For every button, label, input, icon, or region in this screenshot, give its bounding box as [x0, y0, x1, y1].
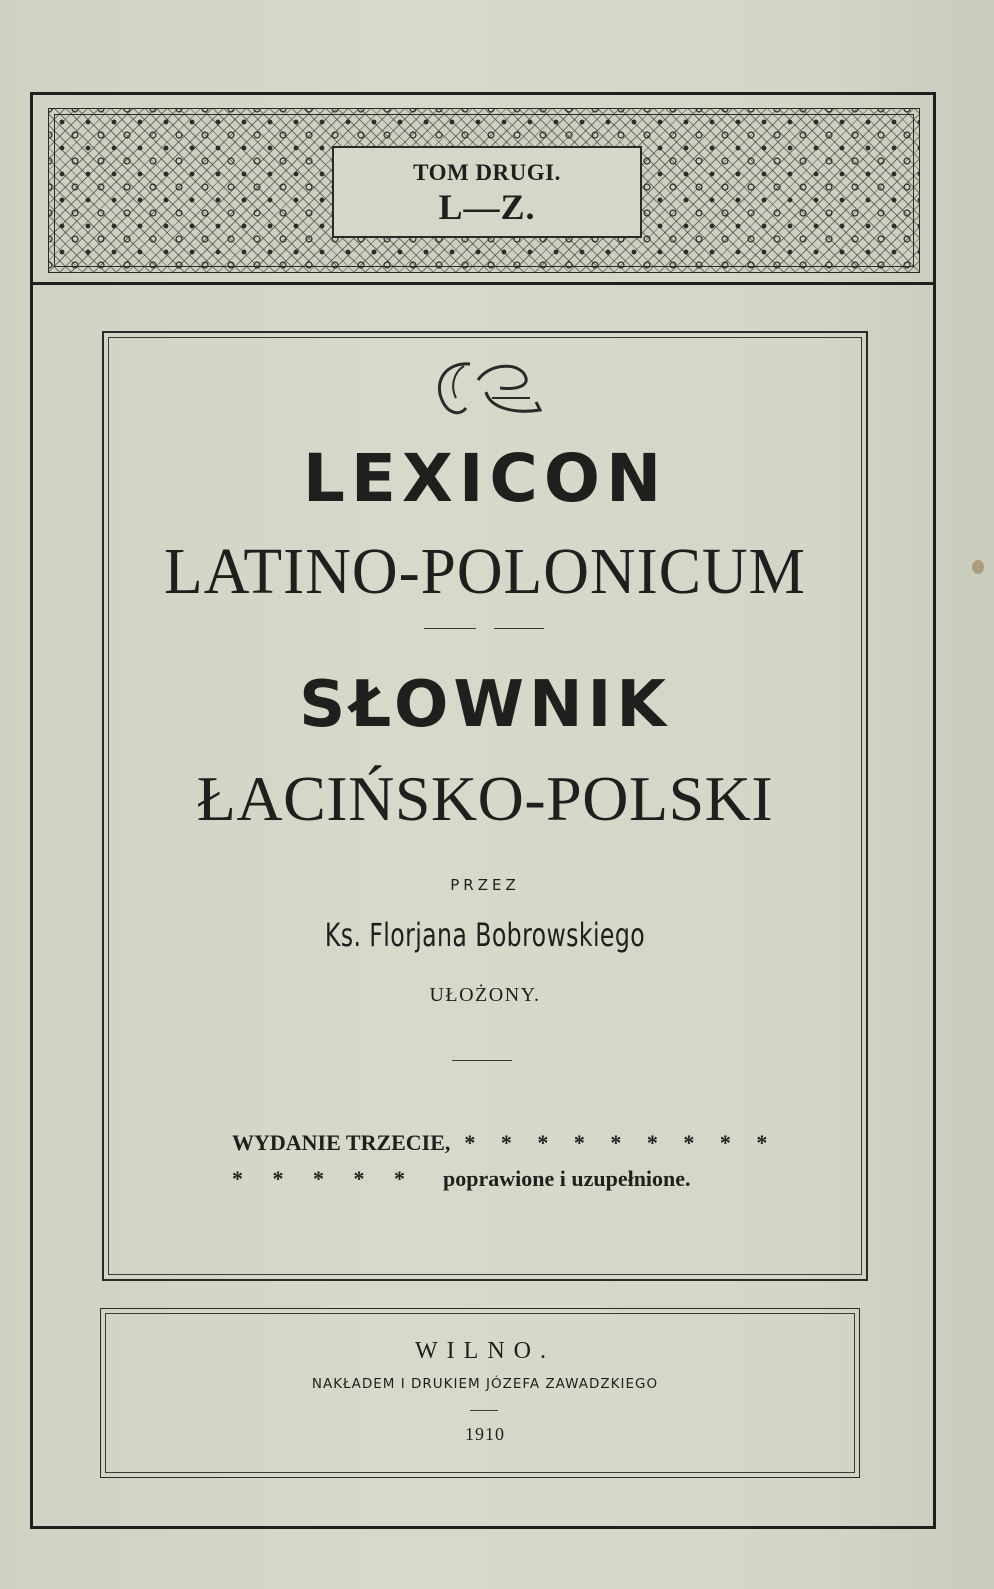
title-lacinsko-polski: ŁACIŃSKO-POLSKI [196, 763, 774, 834]
author-separator [452, 1060, 512, 1061]
imprint-separator [470, 1410, 498, 1411]
edition-line-1 [232, 1130, 777, 1156]
edition-revised-label: poprawione i uzupełnione. [443, 1166, 691, 1191]
imprint-city: WILNO. [415, 1338, 555, 1364]
compiled-label: UŁOŻONY. [429, 984, 541, 1006]
edition-line-2 [232, 1166, 691, 1192]
title-lexicon: LEXICON [302, 440, 668, 517]
volume-title: TOM DRUGI. [413, 160, 561, 185]
volume-label-box [332, 146, 642, 238]
imprint-frame [100, 1308, 860, 1478]
volume-range: L—Z. [438, 187, 536, 227]
edition-stars-1: * * * * * * * * * [464, 1130, 778, 1155]
title-latino-polonicum: LATINO-POLONICUM [164, 535, 806, 608]
title-separator-right [494, 628, 544, 629]
title-separator-left [424, 628, 476, 629]
imprint-publisher: NAKŁADEM I DRUKIEM JÓZEFA ZAWADZKIEGO [311, 1376, 659, 1392]
edition-label: WYDANIE TRZECIE, [232, 1130, 451, 1155]
paper-stain [972, 560, 984, 574]
edition-stars-2: * * * * * [232, 1166, 417, 1191]
by-label: PRZEZ [450, 876, 520, 894]
author-name: Ks. Florjana Bobrowskiego [324, 916, 646, 954]
title-slownik: SŁOWNIK [299, 668, 671, 742]
imprint-year: 1910 [465, 1424, 505, 1444]
publisher-monogram-logo [430, 352, 550, 432]
